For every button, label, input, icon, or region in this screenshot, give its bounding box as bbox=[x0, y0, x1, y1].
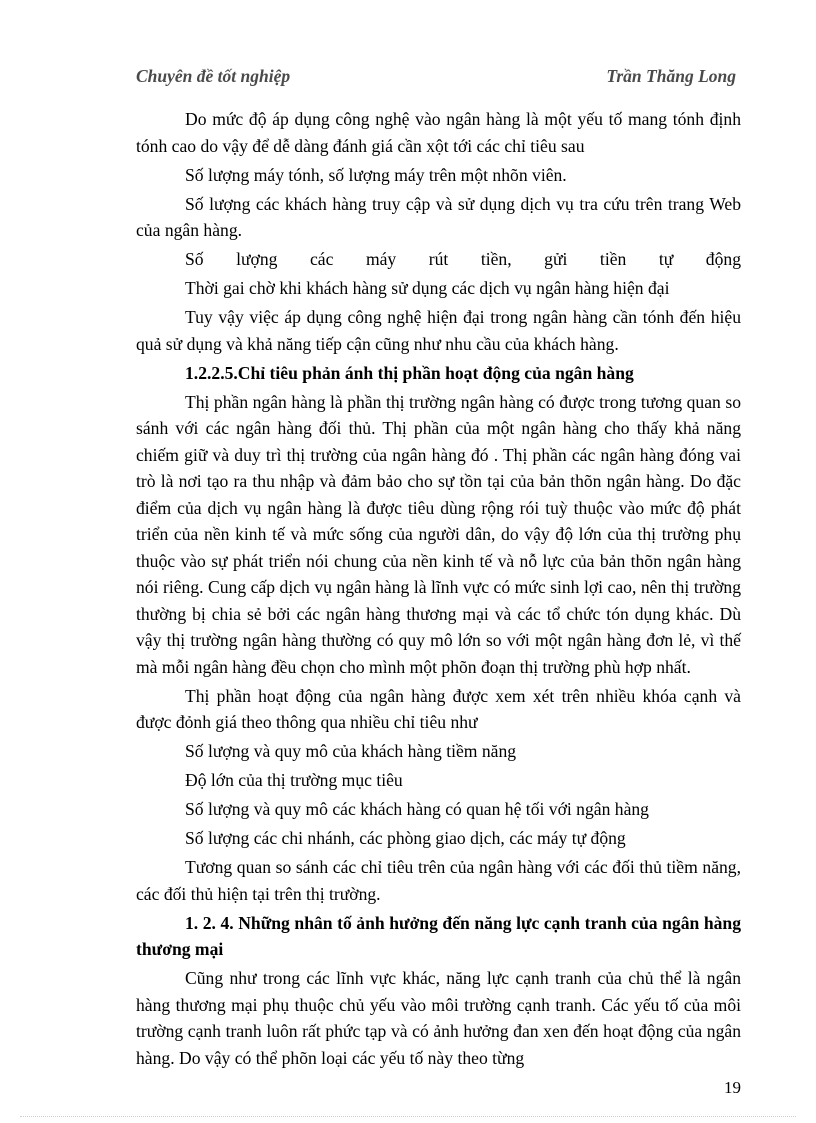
paragraph: Số lượng máy tónh, số lượng máy trên một nhõn viên. bbox=[185, 164, 567, 185]
paragraph: Tuy vậy việc áp dụng công nghệ hiện đại trong ngân hàng cần tónh đến hiệu quả sử dụng và khả năng tiếp cận cũng như nhu cầu của khách hàng. bbox=[136, 307, 741, 354]
list-item: Số lượng và quy mô các khách hàng có quan hệ tối với ngân hàng bbox=[185, 799, 649, 819]
header-title: Chuyên đề tốt nghiệp bbox=[136, 66, 291, 86]
paragraph: Do mức độ áp dụng công nghệ vào ngân hàng là một yếu tố mang tónh định tónh cao do vậy để dễ dàng đánh giá cần xột tới các chỉ tiêu sau bbox=[136, 109, 741, 156]
header-author: Trần Thăng Long bbox=[606, 66, 736, 86]
page-number: 19 bbox=[724, 1078, 741, 1097]
section-heading: 1.2.2.5.Chỉ tiêu phản ánh thị phần hoạt động của ngân hàng bbox=[185, 362, 634, 383]
paragraph: Thị phần ngân hàng là phần thị trường ngân hàng có được trong tương quan so sánh với các ngân hàng đối thủ. Thị phần của một ngân hàng cho thấy khả năng chiếm giữ và duy trì thị trường của ngân hàng đó . Thị phần các ngân hàng đóng vai trò là nơi tạo ra thu nhập và đảm bảo cho sự tồn tại của bản thõn ngân hàng. Do đặc điểm của dịch vụ ngân hàng là được tiêu dùng rộng rói tuỳ thuộc vào mức độ phát triển của nền kinh tế và mức sống của người dân, do vậy độ lớn của thị trường phụ thuộc vào sự phát triển nói chung của nền kinh tế và nỗ lực của bản thõn ngân hàng nói riêng. Cung cấp dịch vụ ngân hàng là lĩnh vực có mức sinh lợi cao, nên thị trường thường bị chia sẻ bởi các ngân hàng thương mại và các tổ chức tón dụng khác. Dù vậy thị trường ngân hàng thường có quy mô lớn so với một ngân hàng đơn lẻ, vì thế mà mỗi ngân hàng đều chọn cho mình một phõn đoạn thị trường phù hợp nhất. bbox=[136, 391, 741, 677]
paragraph: Số lượng các máy rút tiền, gửi tiền tự động bbox=[185, 249, 741, 269]
footer-divider bbox=[20, 1116, 796, 1117]
paragraph: Thị phần hoạt động của ngân hàng được xem xét trên nhiều khóa cạnh và được đỏnh giá theo thông qua nhiều chỉ tiêu như bbox=[136, 685, 741, 732]
paragraph: Cũng như trong các lĩnh vực khác, năng lực cạnh tranh của chủ thể là ngân hàng thương mại phụ thuộc chủ yếu vào môi trường cạnh tranh. Các yếu tố của môi trường cạnh tranh luôn rất phức tạp và có ảnh hưởng đan xen đến hoạt động của ngân hàng. Do vậy có thể phõn loại các yếu tố này theo từng bbox=[136, 968, 741, 1068]
page-header bbox=[136, 66, 736, 92]
paragraph: Tương quan so sánh các chỉ tiêu trên của ngân hàng với các đối thủ tiềm năng, các đối thủ hiện tại trên thị trường. bbox=[136, 857, 741, 904]
paragraph: Số lượng các khách hàng truy cập và sử dụng dịch vụ tra cứu trên trang Web của ngân hàng. bbox=[136, 193, 741, 240]
paragraph: Thời gai chờ khi khách hàng sử dụng các dịch vụ ngân hàng hiện đại bbox=[185, 278, 670, 298]
body-text bbox=[136, 106, 741, 1074]
section-heading: 1. 2. 4. Những nhân tố ảnh hưởng đến năng lực cạnh tranh của ngân hàng thương mại bbox=[136, 912, 741, 959]
list-item: Số lượng các chi nhánh, các phòng giao dịch, các máy tự động bbox=[185, 828, 626, 848]
list-item: Số lượng và quy mô của khách hàng tiềm năng bbox=[185, 741, 517, 761]
list-item: Độ lớn của thị trường mục tiêu bbox=[185, 770, 403, 790]
